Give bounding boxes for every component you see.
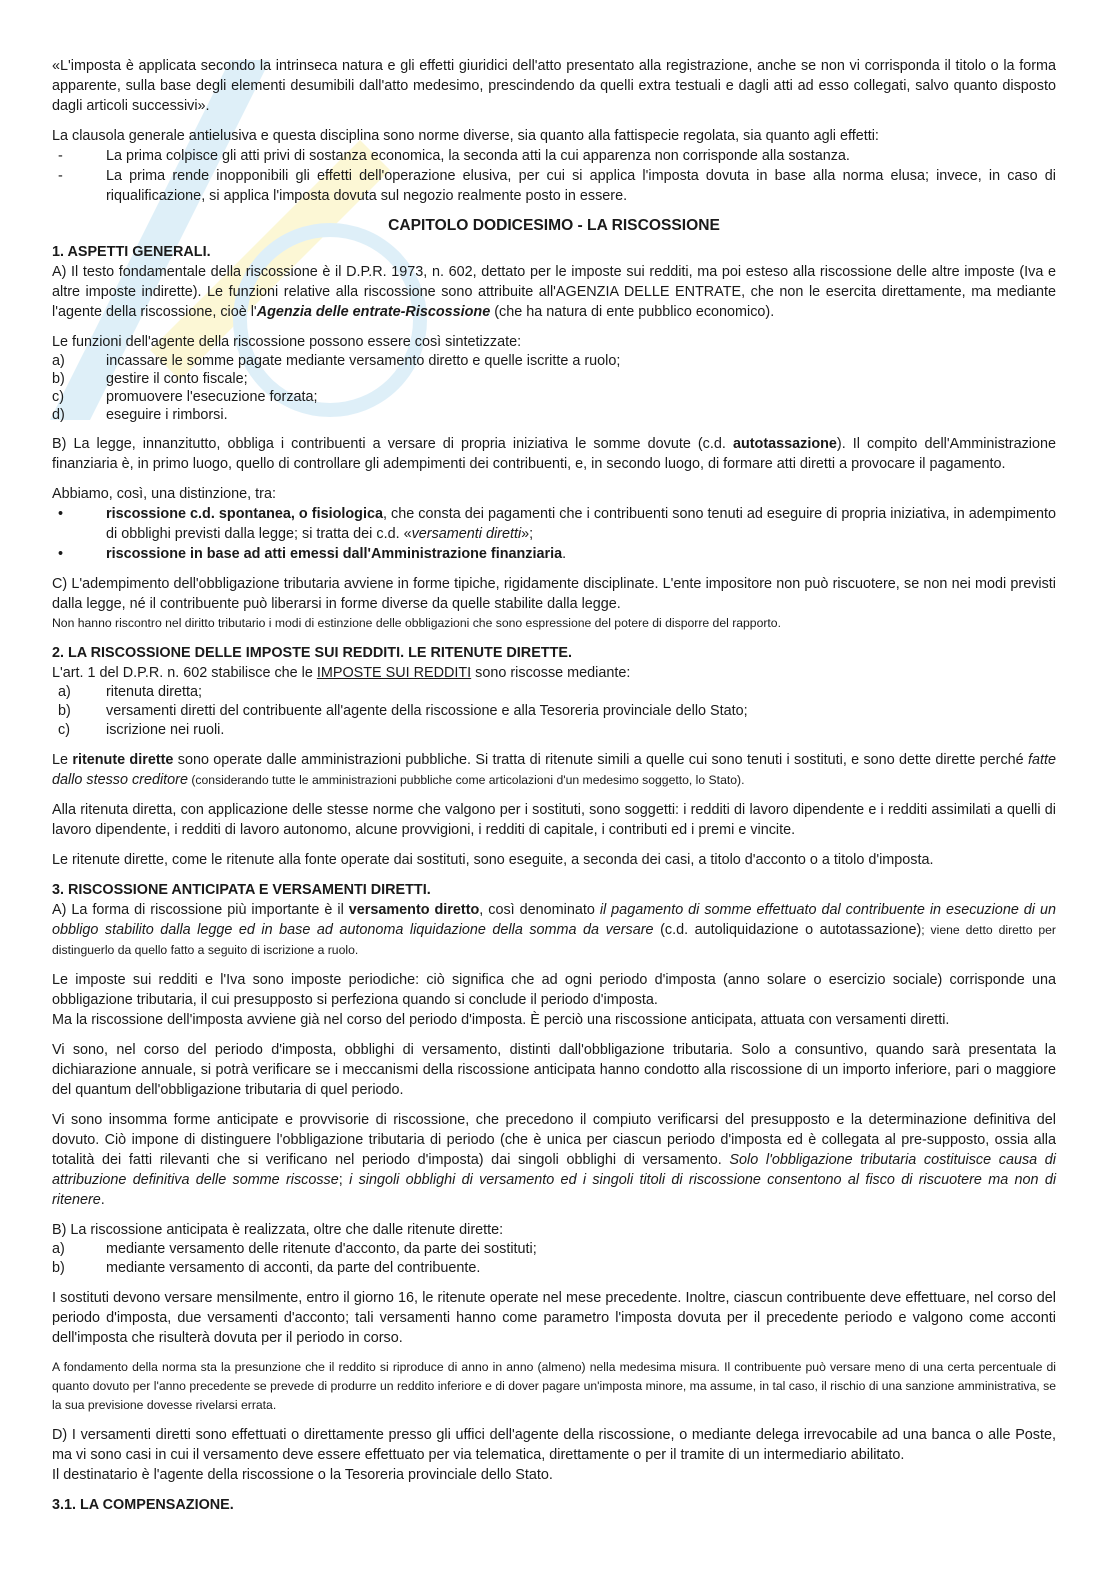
section-3-list [52, 1240, 1056, 1278]
section-3-paragraph-4: Vi sono insomma forme anticipate e provvisorie di riscossione, che precedono il compiuto verificarsi del presupposto e la determinazione definitiva del dovuto. Ciò impone di distinguere l'obbligazione tributaria di periodo (che è unica per ciascun periodo d'imposta ed è collegata al pre-supposto, ossia alla totalità dei fatti rilevanti che si verificano nel periodo d'imposta) dai singoli obblighi di versamento. Solo l'obbligazione tributaria costituisce causa di attribuzione definitiva delle somme riscosse; i singoli obblighi di versamento ed i singoli titoli di riscossione consentono al fisco di riscuotere ma non di ritenere. [52, 1112, 1057, 1208]
section-3-paragraph-2a: Le imposte sui redditi e l'Iva sono imposte periodiche: ciò significa che ad ogni periodo d'imposta (anno solare o esercizio sociale) corrisponde una obbligazione tributaria, il cui presupposto si perfeziona quando si conclude il periodo d'imposta. [52, 972, 1056, 1008]
list-item: b) gestire il conto fiscale; [52, 371, 248, 387]
list-item: b) versamenti diretti del contribuente all'agente della riscossione e alla Tesoreria provinciale dello Stato; [58, 703, 748, 719]
section-1-heading: 1. ASPETTI GENERALI. [52, 244, 211, 260]
section-3-paragraph-3: Vi sono, nel corso del periodo d'imposta, obblighi di versamento, distinti dall'obbligazione tributaria. Solo a consuntivo, quando sarà presentata la dichiarazione annuale, si potrà verificare se i meccanismi della riscossione anticipata hanno condotto alla riscossione di un importo inferiore, pari o maggiore del quantum dell'obbligazione tributaria di quel periodo. [52, 1042, 1056, 1098]
functions-intro: Le funzioni dell'agente della riscossione possono essere così sintetizzate: [52, 334, 522, 350]
functions-list [52, 352, 1056, 424]
distinction-intro: Abbiamo, così, una distinzione, tra: [52, 486, 276, 502]
list-item: • riscossione in base ad atti emessi dall'Amministrazione finanziaria. [58, 546, 567, 562]
section-3-paragraph-d2: Il destinatario è l'agente della riscossione o la Tesoreria provinciale dello Stato. [52, 1467, 553, 1483]
section-3-1-heading: 3.1. LA COMPENSAZIONE. [52, 1497, 234, 1513]
list-item: a) incassare le somme pagate mediante versamento diretto e quelle iscritte a ruolo; [52, 353, 621, 369]
document-page [52, 56, 1056, 1515]
section-1-paragraph-a: A) Il testo fondamentale della riscossione è il D.P.R. 1973, n. 602, dettato per le imposte sui redditi, ma poi esteso alla riscossione delle altre imposte (Iva e altre imposte indirette). Le funzioni relative alla riscossione sono attribuite all'AGENZIA DELLE ENTRATE, che non le esercita direttamente, ma mediante l'agente della riscossione, cioè l'Agenzia delle entrate-Riscossione (che ha natura di ente pubblico economico). [52, 264, 1056, 320]
section-3-paragraph-2b: Ma la riscossione dell'imposta avviene già nel corso del periodo d'imposta. È perciò una riscossione anticipata, attuata con versamenti diretti. [52, 1012, 950, 1028]
list-item: - La prima rende inopponibili gli effetti dell'operazione elusiva, per cui si applica l'imposta dovuta in base alla norma elusa; invece, in caso di riqualificazione, si applica l'imposta dovuta sul negozio realmente posto in essere. [58, 168, 1056, 204]
top-quote: «L'imposta è applicata secondo la intrinseca natura e gli effetti giuridici dell'atto presentato alla registrazione, anche se non vi corrisponda il titolo o la forma apparente, sulla base degli elementi desumibili dall'atto medesimo, prescindendo da quelli extra testuali e dagli atti ad esso collegati, salvo quanto disposto dagli articoli successivi». [52, 58, 1056, 114]
section-3-paragraph-a: A) La forma di riscossione più importante è il versamento diretto, così denominato il pagamento di somme effettuato dal contribuente in esecuzione di un obbligo stabilito dalla legge ed in base ad autonoma liquidazione della somma da versare (c.d. autoliquidazione o autotassazione); viene detto diretto per distinguerlo da quello fatto a seguito di iscrizione a ruolo. [52, 902, 1056, 957]
list-item: b) mediante versamento di acconti, da parte del contribuente. [52, 1260, 481, 1276]
section-3-paragraph-5: I sostituti devono versare mensilmente, entro il giorno 16, le ritenute operate nel mese precedente. Inoltre, ciascun contribuente deve effettuare, nel corso del periodo d'imposta, due versamenti d'acconto; tali versamenti hanno come parametro l'imposta dovuta per il precedente periodo e valgono come acconti dell'imposta che risulterà dovuta per il periodo in corso. [52, 1290, 1056, 1346]
section-2-paragraph-3: Le ritenute dirette, come le ritenute alla fonte operate dai sostituti, sono eseguite, a seconda dei casi, a titolo d'acconto o a titolo d'imposta. [52, 852, 934, 868]
section-3-note: A fondamento della norma sta la presunzione che il reddito si riproduce di anno in anno (almeno) nella medesima misura. Il contribuente può versare meno di una certa percentuale di quanto dovuto per l'anno precedente se prevede di produrre un reddito inferiore e di dover pagare un'imposta minore, ma assume, in tal caso, il rischio di una sanzione amministrativa, se la sua previsione dovesse rivelarsi errata. [52, 1360, 1056, 1412]
list-item: a) ritenuta diretta; [58, 684, 202, 700]
list-item: c) promuovere l'esecuzione forzata; [52, 389, 318, 405]
intro-paragraph: La clausola generale antielusiva e questa disciplina sono norme diverse, sia quanto alla fattispecie regolata, sia quanto agli effetti: [52, 128, 879, 144]
section-1-paragraph-b: B) La legge, innanzitutto, obbliga i contribuenti a versare di propria iniziativa le somme dovute (c.d. autotassazione). Il compito dell'Amministrazione finanziaria è, in primo luogo, quello di controllare gli adempimenti dei contribuenti, e, in secondo luogo, di formare atti diretti a provocare il pagamento. [52, 436, 1056, 472]
list-item: d) eseguire i rimborsi. [52, 407, 228, 423]
section-1-paragraph-c: C) L'adempimento dell'obbligazione tributaria avviene in forme tipiche, rigidamente disciplinate. L'ente impositore non può riscuotere, se non nei modi previsti dalla legge, né il contribuente può liberarsi in forme diverse da quelle stabilite dalla legge. [52, 576, 1056, 612]
list-item: • riscossione c.d. spontanea, o fisiologica, che consta dei pagamenti che i contribuenti sono tenuti ad eseguire di propria iniziativa, in adempimento di obblighi previsti dalla legge; si tratta dei c.d. «versamenti diretti»; [58, 506, 1056, 542]
distinction-list [52, 504, 1056, 564]
section-3-paragraph-b-intro: B) La riscossione anticipata è realizzata, oltre che dalle ritenute dirette: [52, 1222, 504, 1238]
section-2-paragraph-1: Le ritenute dirette sono operate dalle amministrazioni pubbliche. Si tratta di ritenute simili a quelle cui sono tenuti i sostituti, e sono dette dirette perché fatte dallo stesso creditore (considerando tutte le amministrazioni pubbliche come articolazioni d'un medesimo soggetto, lo Stato). [52, 752, 1056, 788]
section-1-note: Non hanno riscontro nel diritto tributario i modi di estinzione delle obbligazioni che sono espressione del potere di disporre del rapporto. [52, 616, 781, 630]
section-2-list [52, 683, 1056, 740]
section-2-heading: 2. LA RISCOSSIONE DELLE IMPOSTE SUI REDDITI. LE RITENUTE DIRETTE. [52, 645, 572, 661]
section-2-intro: L'art. 1 del D.P.R. n. 602 stabilisce che le IMPOSTE SUI REDDITI sono riscosse mediante: [52, 665, 631, 681]
section-3-paragraph-d: D) I versamenti diretti sono effettuati o direttamente presso gli uffici dell'agente della riscossione, o mediante delega irrevocabile ad una banca o alle Poste, ma vi sono casi in cui il versamento deve essere effettuato per via telematica, direttamente o per il tramite di un intermediario abilitato. [52, 1427, 1056, 1463]
chapter-title: CAPITOLO DODICESIMO - LA RISCOSSIONE [388, 217, 720, 234]
section-2-paragraph-2: Alla ritenuta diretta, con applicazione delle stesse norme che valgono per i sostituti, sono soggetti: i redditi di lavoro dipendente e i redditi assimilati a quelli di lavoro dipendente, i redditi di lavoro autonomo, alcune provvigioni, i redditi di capitale, i contributi ed i premi e vincite. [52, 802, 1056, 838]
intro-list [52, 146, 1056, 206]
section-3-heading: 3. RISCOSSIONE ANTICIPATA E VERSAMENTI DIRETTI. [52, 882, 431, 898]
list-item: - La prima colpisce gli atti privi di sostanza economica, la seconda atti la cui apparenza non corrisponde alla sostanza. [58, 148, 850, 164]
list-item: c) iscrizione nei ruoli. [58, 722, 225, 738]
list-item: a) mediante versamento delle ritenute d'acconto, da parte dei sostituti; [52, 1241, 537, 1257]
